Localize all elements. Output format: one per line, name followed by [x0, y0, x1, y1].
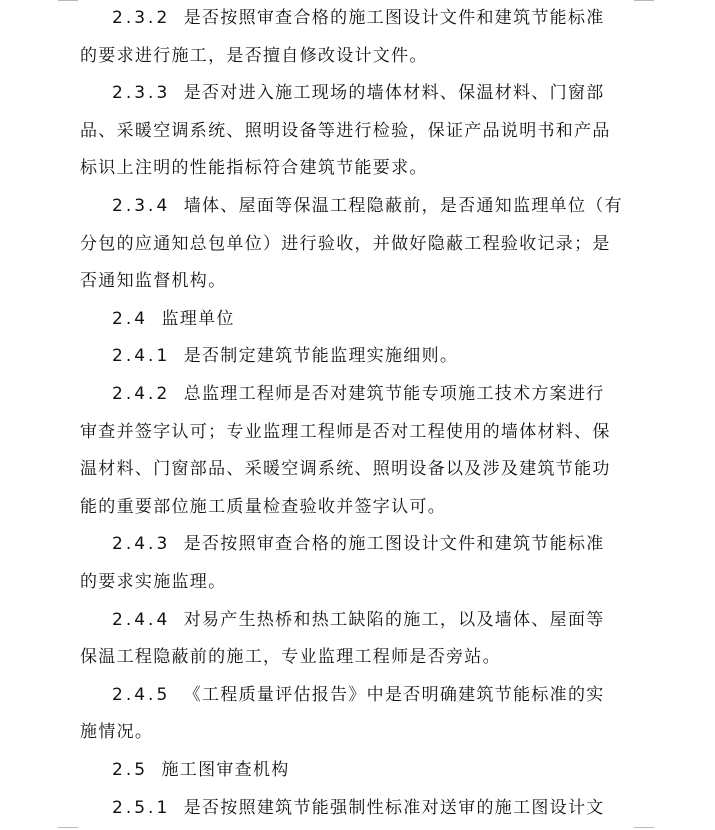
paragraph-line: [0, 338, 715, 376]
paragraph-line: [0, 0, 715, 38]
paragraph-2-4-4: [0, 602, 715, 677]
paragraph-2-5-1: [0, 790, 715, 828]
paragraph-line: [0, 677, 715, 715]
paragraph-line: 保温工程隐蔽前的施工，专业监理工程师是否旁站。: [80, 647, 501, 668]
paragraph-2-4-3: [0, 526, 715, 601]
paragraph-line: 品、采暖空调系统、照明设备等进行检验，保证产品说明书和产品: [80, 120, 611, 141]
clause-number: 2.4.4: [112, 609, 171, 630]
paragraph-2-4-5: [0, 677, 715, 752]
heading-line: [0, 752, 715, 790]
paragraph-line: [0, 602, 715, 640]
clause-number: 2.4.1: [112, 346, 171, 367]
clause-text: 墙体、屋面等保温工程隐蔽前，是否通知监理单位（有: [183, 196, 623, 216]
clause-number: 2.3.3: [112, 83, 171, 104]
section-number: 2.4: [112, 308, 149, 329]
section-title: 施工图审查机构: [161, 760, 290, 780]
clause-text: 是否按照审查合格的施工图设计文件和建筑节能标准: [183, 8, 605, 28]
clause-text: 是否按照建筑节能强制性标准对送审的施工图设计文: [183, 797, 605, 818]
paragraph-line: 否通知监督机构。: [80, 271, 227, 292]
paragraph-line: 分包的应通知总包单位）进行验收，并做好隐蔽工程验收记录；是: [80, 233, 611, 254]
clause-number: 2.3.2: [112, 8, 171, 28]
section-number: 2.5: [112, 760, 149, 780]
clause-text: 是否按照审查合格的施工图设计文件和建筑节能标准: [183, 534, 605, 555]
section-heading-2-5: [0, 752, 715, 790]
paragraph-line: 能的重要部位施工质量检查验收并签字认可。: [80, 496, 446, 517]
paragraph-line: [0, 75, 715, 113]
paragraph-line: 的要求实施监理。: [80, 571, 227, 592]
clause-text: 是否制定建筑节能监理实施细则。: [183, 346, 459, 367]
clause-number: 2.5.1: [112, 797, 171, 818]
clause-text: 《工程质量评估报告》中是否明确建筑节能标准的实: [183, 684, 605, 705]
clause-number: 2.4.2: [112, 384, 171, 404]
paragraph-2-4-2: [0, 376, 715, 526]
heading-line: [0, 301, 715, 339]
clause-number: 2.4.3: [112, 534, 171, 555]
paragraph-2-3-3: [0, 75, 715, 188]
paragraph-2-3-2: [0, 0, 715, 75]
paragraph-line: 施情况。: [80, 722, 154, 743]
paragraph-line: [0, 790, 715, 828]
paragraph-line: 的要求进行施工，是否擅自修改设计文件。: [80, 45, 428, 66]
paragraph-line: [0, 188, 715, 226]
paragraph-line: [0, 376, 715, 414]
clause-number: 2.4.5: [112, 684, 171, 705]
clause-text: 总监理工程师是否对建筑节能专项施工技术方案进行: [183, 384, 605, 404]
section-title: 监理单位: [161, 308, 235, 329]
section-heading-2-4: [0, 301, 715, 339]
paragraph-2-4-1: [0, 338, 715, 376]
paragraph-line: 审查并签字认可；专业监理工程师是否对工程使用的墙体材料、保: [80, 421, 611, 442]
paragraph-2-3-4: [0, 188, 715, 301]
clause-text: 对易产生热桥和热工缺陷的施工，以及墙体、屋面等: [183, 609, 605, 630]
paragraph-line: [0, 526, 715, 564]
paragraph-line: 标识上注明的性能指标符合建筑节能要求。: [80, 158, 428, 179]
paragraph-line: 温材料、门窗部品、采暖空调系统、照明设备以及涉及建筑节能功: [80, 459, 611, 480]
clause-number: 2.3.4: [112, 196, 171, 216]
clause-text: 是否对进入施工现场的墙体材料、保温材料、门窗部: [183, 83, 605, 104]
